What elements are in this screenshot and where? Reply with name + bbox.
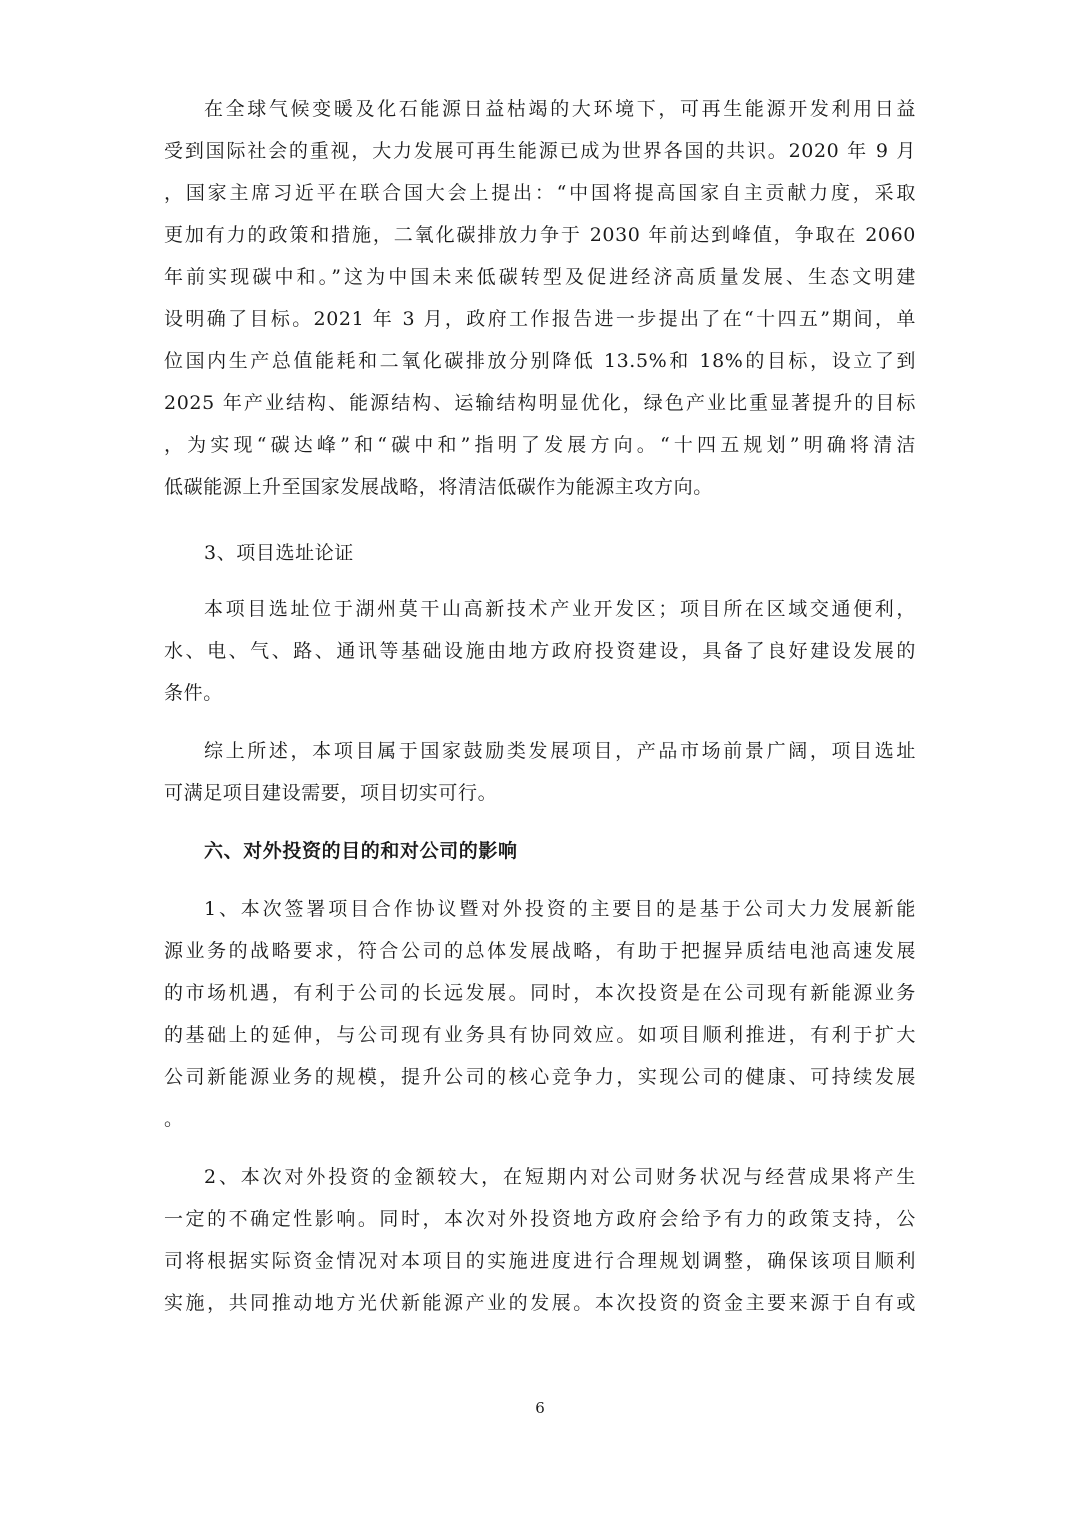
paragraph-line: 1、本次签署项目合作协议暨对外投资的主要目的是基于公司大力发展新能 [204, 898, 916, 920]
paragraph-line: 更加有力的政策和措施，二氧化碳排放力争于 2030 年前达到峰值，争取在 2060 [164, 224, 916, 246]
paragraph-line: 位国内生产总值能耗和二氧化碳排放分别降低 13.5%和 18%的目标，设立了到 [164, 350, 916, 372]
paragraph-line: ，为实现“碳达峰”和“碳中和”指明了发展方向。“十四五规划”明确将清洁 [164, 434, 916, 456]
paragraph-line: 低碳能源上升至国家发展战略，将清洁低碳作为能源主攻方向。 [164, 476, 713, 498]
section-heading: 六、对外投资的目的和对公司的影响 [204, 840, 518, 862]
paragraph-line: 在全球气候变暖及化石能源日益枯竭的大环境下，可再生能源开发利用日益 [204, 98, 916, 120]
paragraph-line: ，国家主席习近平在联合国大会上提出：“中国将提高国家自主贡献力度，采取 [164, 182, 916, 204]
paragraph-line: 可满足项目建设需要，项目切实可行。 [164, 782, 498, 804]
section-subheading: 3、项目选址论证 [204, 542, 354, 564]
paragraph-line: 司将根据实际资金情况对本项目的实施进度进行合理规划调整，确保该项目顺利 [164, 1250, 916, 1272]
paragraph-line: 综上所述，本项目属于国家鼓励类发展项目，产品市场前景广阔，项目选址 [204, 740, 916, 762]
paragraph-line: 。 [164, 1108, 184, 1130]
page-number: 6 [535, 1399, 545, 1417]
paragraph-line: 一定的不确定性影响。同时，本次对外投资地方政府会给予有力的政策支持，公 [164, 1208, 916, 1230]
paragraph-line: 受到国际社会的重视，大力发展可再生能源已成为世界各国的共识。2020 年 9 月 [164, 140, 916, 162]
paragraph-line: 2025 年产业结构、能源结构、运输结构明显优化，绿色产业比重显著提升的目标 [164, 392, 916, 414]
paragraph-line: 本项目选址位于湖州莫干山高新技术产业开发区；项目所在区域交通便利， [204, 598, 916, 620]
paragraph-line: 设明确了目标。2021 年 3 月，政府工作报告进一步提出了在“十四五”期间，单 [164, 308, 916, 330]
paragraph-line: 条件。 [164, 682, 223, 704]
paragraph-line: 2、本次对外投资的金额较大，在短期内对公司财务状况与经营成果将产生 [204, 1166, 916, 1188]
paragraph-line: 水、电、气、路、通讯等基础设施由地方政府投资建设，具备了良好建设发展的 [164, 640, 916, 662]
paragraph-line: 公司新能源业务的规模，提升公司的核心竞争力，实现公司的健康、可持续发展 [164, 1066, 916, 1088]
paragraph-line: 源业务的战略要求，符合公司的总体发展战略，有助于把握异质结电池高速发展 [164, 940, 916, 962]
paragraph-line: 年前实现碳中和。”这为中国未来低碳转型及促进经济高质量发展、生态文明建 [164, 266, 916, 288]
paragraph-line: 的基础上的延伸，与公司现有业务具有协同效应。如项目顺利推进，有利于扩大 [164, 1024, 916, 1046]
paragraph-line: 的市场机遇，有利于公司的长远发展。同时，本次投资是在公司现有新能源业务 [164, 982, 916, 1004]
paragraph-line: 实施，共同推动地方光伏新能源产业的发展。本次投资的资金主要来源于自有或 [164, 1292, 916, 1314]
